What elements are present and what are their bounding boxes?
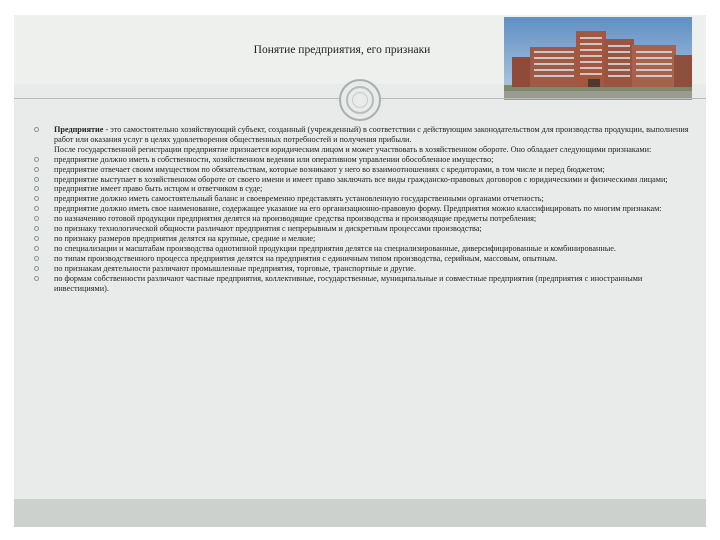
building-illustration [504, 17, 692, 100]
list-item [34, 274, 694, 294]
list-item [34, 254, 694, 264]
circle-ornament-icon [339, 79, 381, 121]
list-item-text: предприятие должно иметь самостоятельный баланс и своевременно представлять установленную государственными органами отчетность; [54, 194, 544, 204]
list-item-text: по типам производственного процесса предприятия делятся на предприятия с единичным типом производства, серийным, массовым, опытным. [54, 253, 558, 263]
list-item [34, 165, 694, 175]
list-item [34, 224, 694, 234]
list-item-text: предприятие должно иметь в собственности, хозяйственном ведении или оперативном управлении обособленное имущество; [54, 154, 494, 164]
bullet-icon [34, 157, 39, 162]
list-item-text: предприятие имеет право быть истцом и ответчиком в суде; [54, 184, 263, 194]
bullet-icon [34, 206, 39, 211]
bullet-icon [34, 236, 39, 241]
bullet-icon [34, 216, 39, 221]
bullet-icon [34, 276, 39, 281]
bullet-icon [34, 186, 39, 191]
list-item [34, 264, 694, 274]
building-photo [504, 17, 692, 100]
list-item [34, 125, 694, 145]
list-item [34, 234, 694, 244]
list-item-text: предприятие должно иметь свое наименование, содержащее указание на его организационно-правовую форму. Предприятия можно классифицировать по многим признакам: [54, 204, 662, 214]
content-list [34, 125, 694, 293]
bullet-icon [34, 127, 39, 132]
definition-text: - это самостоятельно хозяйствующий субъект, созданный (учрежденный) в соответствии с действующим законодательством для производства продукции, выполнения работ или оказания услуг в целях удовлетворения общественных потребностей и получения прибыли. [54, 125, 689, 144]
term-label: Предприятие [54, 125, 104, 134]
bullet-icon [34, 167, 39, 172]
list-item [34, 145, 694, 155]
list-item [34, 155, 694, 165]
bullet-icon [34, 196, 39, 201]
bullet-icon [34, 266, 39, 271]
list-item-text: предприятие отвечает своим имуществом по обязательствам, которые возникают у него во взаимоотношениях с кредиторами, в том числе и перед бюджетом; [54, 164, 605, 174]
footer-band [14, 499, 706, 527]
list-item [34, 194, 694, 204]
list-item-text: по формам собственности различают частные предприятия, коллективные, государственные, муниципальные и совместные предприятия (предприятия с иностранными инвестициями). [54, 273, 643, 293]
slide-title: Понятие предприятия, его признаки [253, 44, 431, 56]
slide [14, 15, 706, 527]
list-item [34, 184, 694, 194]
list-item-text: по признаку размеров предприятия делятся на крупные, средние и мелкие; [54, 233, 316, 243]
bullet-icon [34, 177, 39, 182]
list-item [34, 244, 694, 254]
registration-text: После государственной регистрации предприятие признается юридическим лицом и может участвовать в хозяйственном обороте. Оно обладает следующими признаками: [54, 144, 652, 154]
list-item [34, 175, 694, 185]
list-item-text: предприятие выступает в хозяйственном обороте от своего имени и имеет право заключать все виды гражданско-правовых договоров с юридическими и физическими лицами; [54, 174, 668, 184]
bullet-icon [34, 246, 39, 251]
bullet-icon [34, 256, 39, 261]
list-item [34, 204, 694, 214]
list-item-text: по признаку технологической общности различают предприятия с непрерывным и дискретным процессами производства; [54, 224, 482, 234]
list-item-text: по специализации и масштабам производства однотипной продукции предприятия делятся на специализированные, диверсифицированные и комбинированные. [54, 243, 616, 253]
list-item-text: по признакам деятельности различают промышленные предприятия, торговые, транспортные и другие. [54, 263, 416, 273]
bullet-icon [34, 226, 39, 231]
list-item-text: по назначению готовой продукции предприятия делятся на производящие средства производства и производящие предметы потребления; [54, 214, 537, 224]
list-item [34, 214, 694, 224]
